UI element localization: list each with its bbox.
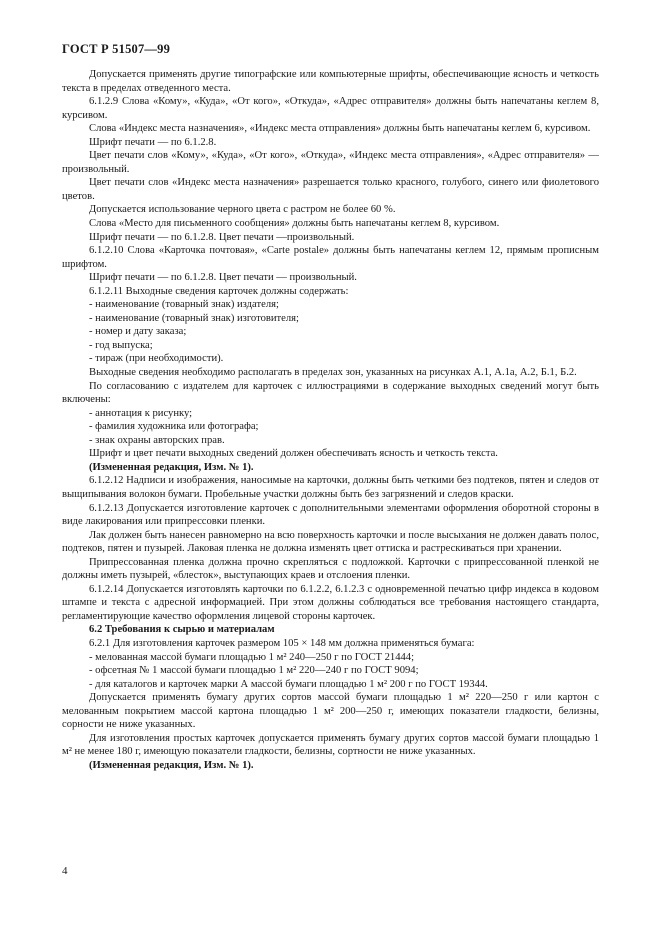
page-number: 4 bbox=[62, 865, 68, 877]
paragraph: 6.1.2.9 Слова «Кому», «Куда», «От кого», «Откуда», «Адрес отправителя» должны быть напечатаны кеглем 8, курсивом. bbox=[62, 96, 599, 121]
paragraph: По согласованию с издателем для карточек с иллюстрациями в содержание выходных сведений могут быть включены: bbox=[62, 380, 599, 406]
list-item: - наименование (товарный знак) изготовителя; bbox=[89, 312, 299, 324]
amendment-note: (Измененная редакция, Изм. № 1). bbox=[89, 759, 254, 771]
paragraph: Шрифт и цвет печати выходных сведений должен обеспечивать ясность и четкость текста. bbox=[89, 448, 498, 460]
paragraph: Припрессованная пленка должна прочно скрепляться с подложкой. Карточки с припрессованной пленкой не должны иметь пузырей, «блесток», выступающих краев и отслоения пленки. bbox=[62, 556, 599, 582]
paragraph: 6.1.2.14 Допускается изготовлять карточки по 6.1.2.2, 6.1.2.3 с одновременной печатью цифр индекса в кодовом штампе и текста с адресной информацией. При этом должны соблюдаться все требования настоящего стандарта, регламентирующие качество оформления лицевой стороны карточек. bbox=[62, 583, 599, 622]
list-item: - аннотация к рисунку; bbox=[89, 407, 193, 419]
document-body bbox=[62, 68, 599, 772]
amendment-note: (Измененная редакция, Изм. № 1). bbox=[89, 461, 254, 473]
paragraph: Допускается использование черного цвета с растром не более 60 %. bbox=[89, 204, 396, 216]
list-item: - номер и дату заказа; bbox=[89, 326, 187, 338]
paragraph: Шрифт печати — по 6.1.2.8. Цвет печати —произвольный. bbox=[89, 231, 355, 243]
paragraph: Цвет печати слов «Кому», «Куда», «От кого», «Откуда», «Индекс места отправления», «Адрес отправителя» — произвольный. bbox=[62, 150, 599, 175]
paragraph: 6.2.1 Для изготовления карточек размером 105 × 148 мм должна применяться бумага: bbox=[89, 637, 475, 649]
list-item: - наименование (товарный знак) издателя; bbox=[89, 299, 279, 311]
paragraph: Для изготовления простых карточек допускается применять бумагу других сортов массой бумаги площадью 1 м² не менее 180 г, имеющую показатели гладкости, белизны, сортности не ниже указанных. bbox=[62, 732, 599, 758]
paragraph: Допускается применять бумагу других сортов массой бумаги площадью 1 м² 220—250 г или картон с мелованным покрытием массой картона площадью 1 м² 200—250 г, имеющих показатели гладкости, белизны, сорности не ниже указанных. bbox=[62, 692, 599, 731]
list-item: - знак охраны авторских прав. bbox=[89, 434, 225, 446]
paragraph: 6.1.2.11 Выходные сведения карточек должны содержать: bbox=[89, 285, 349, 297]
list-item: - тираж (при необходимости). bbox=[89, 353, 224, 365]
paragraph: 6.1.2.12 Надписи и изображения, наносимые на карточки, должны быть четкими без подтеков, пятен и следов от выщипывания волокон бумаги. Пробельные участки должны быть без загрязнений и следов краски. bbox=[62, 475, 599, 500]
paragraph: Цвет печати слов «Индекс места назначения» разрешается только красного, голубого, синего или фиолетового цветов. bbox=[62, 177, 599, 202]
list-item: - офсетная № 1 массой бумаги площадью 1 м² 220—240 г по ГОСТ 9094; bbox=[89, 665, 419, 677]
paragraph: 6.1.2.10 Слова «Карточка почтовая», «Carte postale» должны быть напечатаны кеглем 12, прямым прописным шрифтом. bbox=[62, 245, 599, 270]
list-item: - мелованная массой бумаги площадью 1 м² 240—250 г по ГОСТ 21444; bbox=[89, 651, 415, 663]
paragraph: 6.2 Требования к сырью и материалам bbox=[89, 624, 275, 636]
list-item: - год выпуска; bbox=[89, 339, 153, 351]
standard-header: ГОСТ Р 51507—99 bbox=[62, 42, 171, 56]
paragraph: Слова «Индекс места назначения», «Индекс места отправления» должны быть напечатаны кеглем 6, курсивом. bbox=[89, 123, 591, 135]
paragraph: Допускается применять другие типографские или компьютерные шрифты, обеспечивающие ясность и четкость текста в пределах отведенного места. bbox=[62, 69, 599, 94]
paragraph: Выходные сведения необходимо располагать в пределах зон, указанных на рисунках А.1, А.1а, А.2, Б.1, Б.2. bbox=[89, 367, 577, 379]
paragraph: 6.1.2.13 Допускается изготовление карточек с дополнительными элементами оформления оборотной стороны в виде лакирования или припрессовки пленки. bbox=[62, 502, 599, 528]
paragraph: Лак должен быть нанесен равномерно на всю поверхность карточки и после высыхания не должен давать полос, подтеков, пятен и пузырей. Лаковая пленка не должна изменять цвет оттиска и растрескиваться при хранении. bbox=[62, 529, 600, 555]
list-item: - для каталогов и карточек марки А массой бумаги площадью 1 м² 200 г по ГОСТ 19344. bbox=[89, 678, 488, 690]
paragraph: Шрифт печати — по 6.1.2.8. Цвет печати — произвольный. bbox=[89, 272, 357, 284]
paragraph: Шрифт печати — по 6.1.2.8. bbox=[89, 136, 217, 148]
list-item: - фамилия художника или фотографа; bbox=[89, 421, 259, 433]
paragraph: Слова «Место для письменного сообщения» должны быть напечатаны кеглем 8, курсивом. bbox=[89, 218, 500, 230]
